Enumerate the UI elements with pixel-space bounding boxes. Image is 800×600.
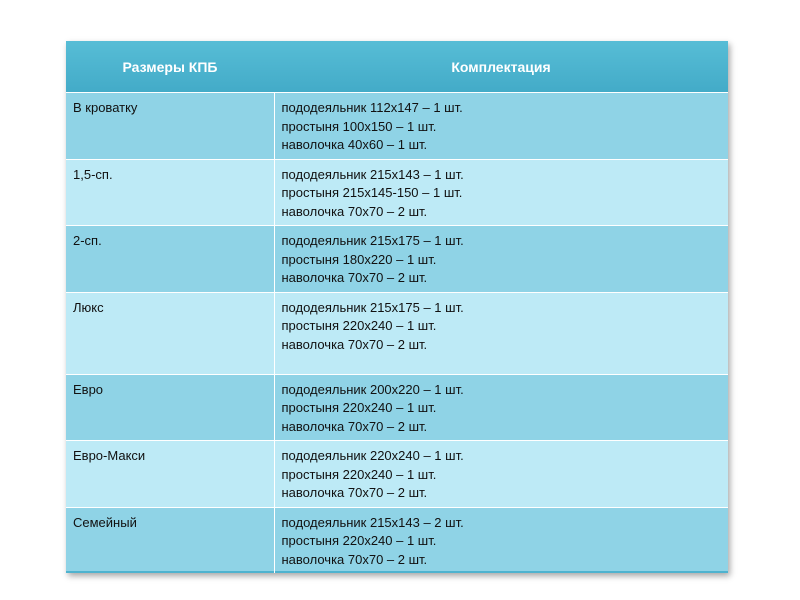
contents-cell (274, 374, 728, 441)
size-cell: 1,5-сп. (66, 159, 274, 226)
duvet-cover-line: пододеяльник 220х240 – 1 шт. (281, 448, 464, 463)
pillowcase-line: наволочка 70х70 – 2 шт. (281, 270, 428, 285)
duvet-cover-line: пододеяльник 215х143 – 2 шт. (281, 514, 464, 530)
duvet-cover-line: пододеяльник 215х175 – 1 шт. (281, 233, 464, 248)
table-row (66, 93, 728, 160)
contents-cell (274, 441, 728, 508)
size-cell: Семейный (66, 507, 274, 573)
sheet-line: простыня 220х240 – 1 шт. (281, 533, 437, 548)
size-cell: В кроватку (66, 93, 274, 160)
header-row (66, 41, 728, 93)
duvet-cover-line: пододеяльник 215х143 – 1 шт. (281, 166, 464, 182)
contents-cell (274, 226, 728, 293)
size-cell: Евро-Макси (66, 441, 274, 508)
pillowcase-line: наволочка 40х60 – 1 шт. (281, 137, 428, 152)
pillowcase-line: наволочка 70х70 – 2 шт. (281, 203, 428, 219)
sheet-line: простыня 100х150 – 1 шт. (281, 118, 437, 134)
duvet-cover-line: пододеяльник 112х147 – 1 шт. (281, 100, 463, 115)
contents-cell (274, 93, 728, 160)
table-row (66, 374, 728, 441)
table-row (66, 292, 728, 374)
sheet-line: простыня 220х240 – 1 шт. (281, 318, 437, 333)
sheet-line: простыня 220х240 – 1 шт. (281, 400, 437, 415)
duvet-cover-line: пододеяльник 215х175 – 1 шт. (281, 299, 464, 315)
sheet-line: простыня 180х220 – 1 шт. (281, 251, 437, 267)
table-row (66, 159, 728, 226)
duvet-cover-line: пододеяльник 200х220 – 1 шт. (281, 381, 464, 397)
size-cell: 2-сп. (66, 226, 274, 293)
size-cell: Евро (66, 374, 274, 441)
size-cell: Люкс (66, 292, 274, 374)
contents-cell (274, 507, 728, 573)
header-contents: Комплектация (274, 41, 728, 93)
bedding-sizes-table (66, 41, 728, 573)
pillowcase-line: наволочка 70х70 – 2 шт. (281, 551, 428, 567)
contents-cell (274, 159, 728, 226)
pillowcase-line: наволочка 70х70 – 2 шт. (281, 485, 428, 500)
pillowcase-line: наволочка 70х70 – 2 шт. (281, 336, 428, 352)
header-sizes: Размеры КПБ (66, 41, 274, 93)
sheet-line: простыня 215х145-150 – 1 шт. (281, 185, 463, 200)
contents-cell (274, 292, 728, 374)
table-row (66, 226, 728, 293)
pillowcase-line: наволочка 70х70 – 2 шт. (281, 418, 428, 434)
table-row (66, 507, 728, 573)
table-row (66, 441, 728, 508)
sheet-line: простыня 220х240 – 1 шт. (281, 466, 437, 482)
